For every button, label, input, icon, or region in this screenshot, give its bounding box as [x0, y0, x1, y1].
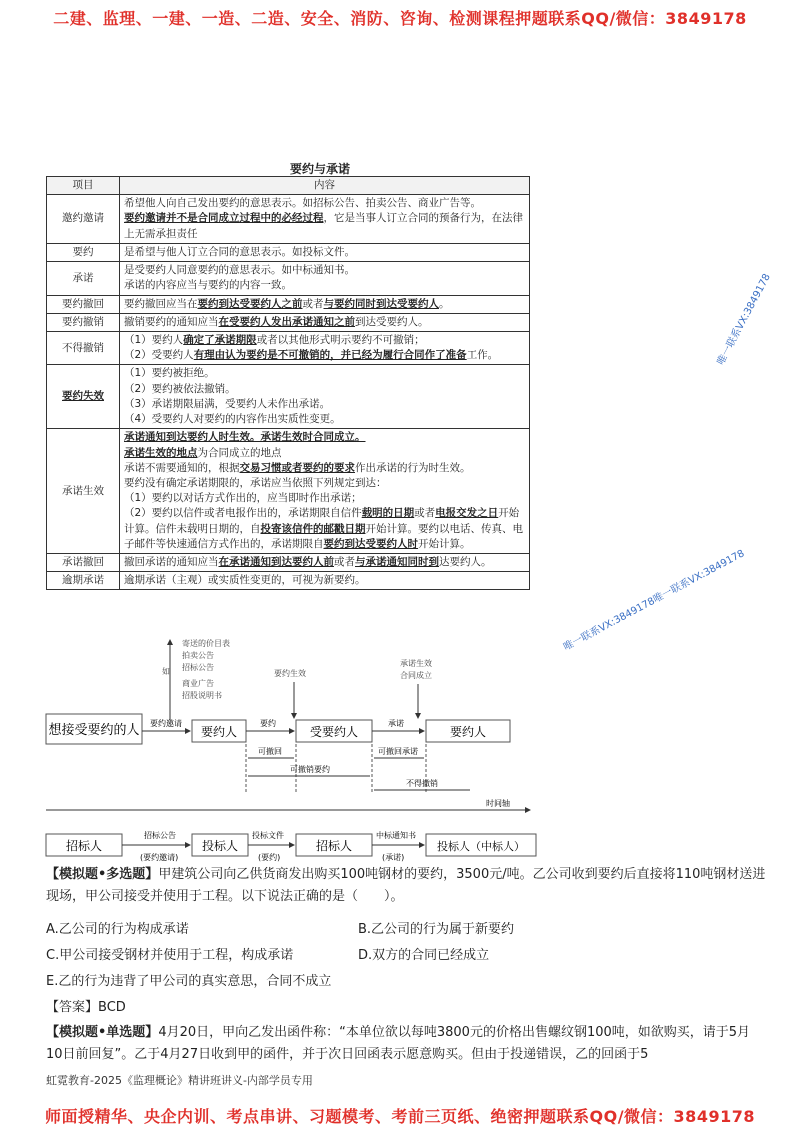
flow-label: 投标文件	[252, 831, 284, 840]
ru-label: 如	[162, 667, 170, 676]
table-row	[47, 554, 530, 572]
period-label: 可撤销要约	[290, 765, 330, 774]
row-text	[124, 446, 525, 461]
plain-text: 。	[439, 297, 450, 310]
example-item: 招标公告	[182, 663, 214, 672]
question-1	[46, 864, 766, 908]
row-text: 希望他人向自己发出要约的意思表示。如招标公告、拍卖公告、商业广告等。	[124, 197, 481, 210]
row-content	[120, 331, 530, 364]
table-row	[47, 295, 530, 313]
row-text	[124, 333, 525, 348]
row-text: 承诺的内容应当与要约的内容一致。	[124, 279, 292, 292]
plain-text: 承诺不需要通知的，根据	[124, 461, 240, 474]
table-header-row	[47, 177, 530, 195]
party-label: 投标人	[201, 839, 239, 853]
plain-text: 或者	[334, 556, 355, 569]
row-label: 邀约邀请	[47, 195, 120, 244]
example-item: 招股说明书	[182, 691, 222, 700]
row-text: （1）要约以对话方式作出的，应当即时作出承诺；	[124, 492, 362, 505]
example-list	[182, 638, 230, 700]
plain-text: 或者	[414, 507, 436, 520]
table-row	[47, 243, 530, 261]
question-stem: 4月20日，甲向乙发出函件称：“本单位欲以每吨3800元的价格出售螺纹钢100吨，如欲购买，请于5月10日前回复”。乙于4月27日收到甲的函件，并于次日回函表示愿意购买。但由于投递错误，乙的回函于5	[46, 1025, 751, 1062]
emphasis-text: 投寄该信件的邮戳日期	[260, 522, 366, 535]
emphasis-text: 承诺生效的地点	[124, 446, 198, 459]
table-row	[47, 331, 530, 364]
emphasis-text: 与承诺通知同时到	[355, 556, 439, 569]
row-text	[124, 211, 525, 241]
header-item: 项目	[47, 177, 120, 195]
time-axis-label: 时间轴	[486, 799, 510, 808]
table-row	[47, 429, 530, 554]
option-c: C.甲公司接受钢材并使用于工程，构成承诺	[46, 948, 294, 963]
emphasis-text: 确定了承诺期限	[183, 333, 257, 346]
question-tag: 【模拟题•多选题】	[46, 867, 159, 882]
row-content	[120, 313, 530, 331]
row-label: 承诺	[47, 262, 120, 295]
plain-text: 达要约人。	[439, 556, 492, 569]
party-label: 招标人	[315, 839, 353, 853]
row-label: 要约撤回	[47, 295, 120, 313]
plain-text: 或者	[302, 297, 324, 310]
row-content	[120, 554, 530, 572]
emphasis-text: 要约到达受要约人之前	[197, 297, 303, 310]
table-row	[47, 195, 530, 244]
flow-label: 要约	[260, 719, 276, 728]
contact-watermark-long: 唯一联系VX:3849178唯一联系VX:3849178	[561, 548, 747, 654]
row-content	[120, 295, 530, 313]
top-promo-banner: 二建、监理、一建、一造、二造、安全、消防、咨询、检测课程押题联系QQ/微信：3849178	[53, 9, 747, 28]
plain-text: 开始计算。要约以电话、传真、电子邮件等快速通信方式作出的，承诺期限自	[124, 522, 523, 550]
plain-text: 撤销要约的通知应当	[124, 315, 219, 328]
row-text	[124, 461, 525, 476]
row-label: 承诺撤回	[47, 554, 120, 572]
option-b: B.乙公司的行为属于新要约	[358, 922, 515, 937]
flow-label: (要约邀请)	[140, 853, 179, 862]
offer-acceptance-table	[46, 176, 530, 590]
option-d: D.双方的合同已经成立	[358, 948, 490, 963]
period-label: 可撤回承诺	[378, 747, 418, 756]
header-content: 内容	[120, 177, 530, 195]
question-tag: 【模拟题•单选题】	[46, 1025, 159, 1040]
table-row	[47, 365, 530, 429]
offer-timeline-diagram	[40, 632, 540, 832]
party-label: 招标人	[65, 839, 103, 853]
plain-text: 撤回承诺的通知应当	[124, 556, 219, 569]
contract-formed-label: 合同成立	[400, 671, 432, 680]
question-stem: 甲建筑公司向乙供货商发出购买100吨钢材的要约，3500元/吨。乙公司收到要约后直接将110吨钢材送进现场，甲公司接受并使用于工程。以下说法正确的是（ ）。	[46, 867, 766, 904]
row-content	[120, 429, 530, 554]
flow-label: 承诺	[388, 719, 404, 728]
row-text: （1）要约被拒绝。	[124, 367, 215, 380]
emphasis-text: 交易习惯或者要约的要求	[239, 461, 355, 474]
offer-effective-label: 要约生效	[274, 669, 306, 678]
emphasis-text: 要约到达受要约人时	[323, 537, 418, 550]
question-2	[46, 1022, 766, 1066]
period-label: 不得撤销	[406, 779, 438, 788]
plain-text: 开始计算。信件未载明日期的，自	[124, 507, 520, 535]
row-text	[124, 506, 525, 552]
row-content	[120, 262, 530, 295]
option-e: E.乙的行为违背了甲公司的真实意思，合同不成立	[46, 974, 332, 989]
plain-text: （1）要约人	[124, 333, 184, 346]
row-content	[120, 195, 530, 244]
row-content: 是希望与他人订立合同的意思表示。如投标文件。	[120, 243, 530, 261]
plain-text: ，它是当事人订立合同的预备行为，在法律上无需承担责任	[124, 212, 523, 240]
plain-text: （2）受要约人	[124, 349, 194, 362]
row-text	[124, 348, 525, 363]
emphasis-text: 电报交发之日	[435, 507, 499, 520]
bottom-promo-banner: 师面授精华、央企内训、考点串讲、习题模考、考前三页纸、绝密押题联系QQ/微信：3849178	[45, 1107, 755, 1126]
row-label: 不得撤销	[47, 331, 120, 364]
plain-text: 或者以其他形式明示要约不可撤销；	[256, 333, 425, 346]
flow-label: 中标通知书	[376, 831, 416, 840]
flow-label: (承诺)	[382, 853, 405, 862]
emphasis-text: 有理由认为要约是不可撤销的，并已经为履行合同作了准备	[193, 349, 467, 362]
option-a: A.乙公司的行为构成承诺	[46, 922, 189, 937]
emphasis-text: 承诺通知到达要约人时生效。承诺生效时合同成立。	[124, 431, 366, 444]
example-item: 拍卖公告	[182, 651, 214, 660]
table-title: 要约与承诺	[289, 162, 350, 176]
row-label	[47, 365, 120, 429]
emphasis-text: 载明的日期	[361, 507, 415, 520]
emphasis-text: 要约失效	[62, 390, 104, 403]
plain-text: 工作。	[466, 349, 499, 362]
row-label: 承诺生效	[47, 429, 120, 554]
bidding-flow-diagram	[40, 828, 540, 866]
table-row	[47, 313, 530, 331]
emphasis-text: 与要约同时到达受要约人	[323, 297, 439, 310]
row-content	[120, 365, 530, 429]
party-label: 要约人	[200, 725, 238, 739]
flow-label: 招标公告	[144, 831, 176, 840]
document-footer: 虹霓教育-2025《监理概论》精讲班讲义-内部学员专用	[46, 1074, 313, 1087]
party-label: 受要约人	[309, 725, 359, 739]
party-label: 要约人	[449, 725, 487, 739]
row-text: （4）受要约人对要约的内容作出实质性变更。	[124, 413, 341, 426]
period-label: 可撤回	[258, 747, 282, 756]
row-text: 是受要约人同意要约的意思表示。如中标通知书。	[124, 264, 355, 277]
plain-text: 开始计算。	[418, 537, 471, 550]
table-row	[47, 572, 530, 590]
plain-text: 到达受要约人。	[355, 315, 429, 328]
party-label: 想接受要约的人	[48, 723, 140, 738]
plain-text: （2）要约以信件或者电报作出的，承诺期限自信件	[124, 507, 362, 520]
emphasis-text: 要约邀请并不是合同成立过程中的必经过程	[124, 212, 324, 225]
acceptance-effective-label: 承诺生效	[400, 659, 432, 668]
flow-label: 要约邀请	[150, 719, 182, 728]
row-content: 逾期承诺（主观）或实质性变更的，可视为新要约。	[120, 572, 530, 590]
emphasis-text: 在承诺通知到达要约人前	[218, 556, 334, 569]
table-row	[47, 262, 530, 295]
plain-text: 作出承诺的行为时生效。	[355, 461, 471, 474]
flow-label: (要约)	[258, 853, 281, 862]
row-label: 要约	[47, 243, 120, 261]
emphasis-text: 在受要约人发出承诺通知之前	[218, 315, 355, 328]
party-label: 投标人（中标人）	[437, 840, 525, 853]
row-text: 要约没有确定承诺期限的，承诺应当依照下列规定到达：	[124, 476, 387, 489]
example-item: 寄送的价目表	[182, 639, 230, 648]
row-text: （3）承诺期限届满，受要约人未作出承诺。	[124, 397, 331, 410]
contact-watermark: 唯一联系VX:3849178	[715, 272, 773, 368]
answer: 【答案】BCD	[46, 1000, 126, 1015]
plain-text: 为合同成立的地点	[197, 446, 282, 459]
row-text: （2）要约被依法撤销。	[124, 382, 236, 395]
row-label: 逾期承诺	[47, 572, 120, 590]
example-item: 商业广告	[182, 679, 214, 688]
plain-text: 要约撤回应当在	[124, 297, 198, 310]
row-label: 要约撤销	[47, 313, 120, 331]
